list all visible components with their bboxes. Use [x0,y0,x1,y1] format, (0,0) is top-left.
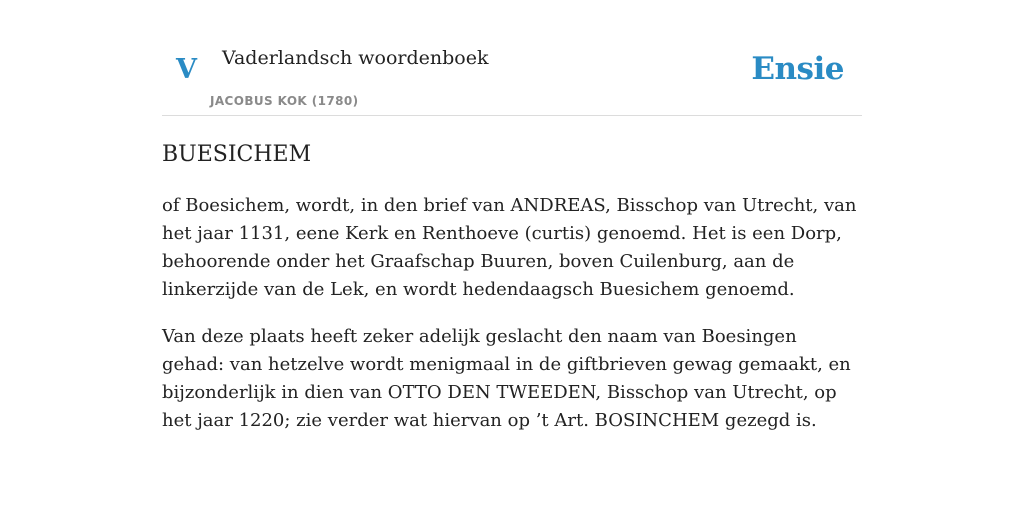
book-title-link[interactable]: Vaderlandsch woordenboek [222,47,489,69]
entry-paragraph: of Boesichem, wordt, in den brief van ANDREAS, Bisschop van Utrecht, van het jaar 1131, eene Kerk en Renthoeve (curtis) genoemd. Het is een Dorp, behoorende onder het Graafschap Buuren, boven Cuilenburg, aan de linkerzijde van de Lek, en wordt hedendaagsch Buesichem genoemd. [162,195,857,300]
entry-headword: BUESICHEM [162,142,312,167]
dictionary-page [162,0,862,431]
entry-body [162,192,862,454]
book-header [162,0,862,116]
book-author: JACOBUS KOK (1780) [210,94,359,108]
entry-paragraph: Van deze plaats heeft zeker adelijk geslacht den naam van Boesingen gehad: van hetzelve wordt menigmaal in de giftbrieven gewag gemaakt, en bijzonderlijk in dien van OTTO DEN TWEEDEN, Bisschop van Utrecht, op het jaar 1220; zie verder wat hiervan op ’t Art. BOSINCHEM gezegd is. [162,326,851,431]
ensie-logo[interactable]: Ensie [751,51,844,87]
book-letter-badge[interactable]: V [176,54,197,85]
